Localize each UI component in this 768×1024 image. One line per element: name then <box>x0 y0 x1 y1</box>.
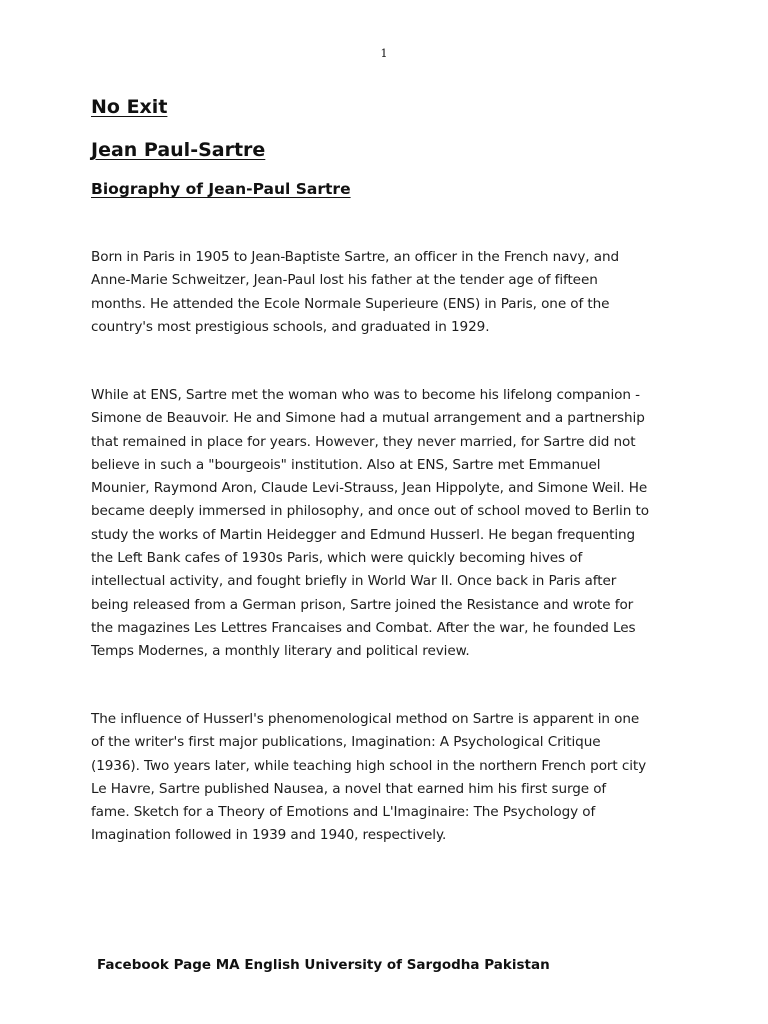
text-line: the Left Bank cafes of 1930s Paris, which were quickly becoming hives of <box>91 550 583 567</box>
paragraph-birth <box>91 246 731 339</box>
text-line: Temps Modernes, a monthly literary and political review. <box>91 643 470 660</box>
text-line: Le Havre, Sartre published Nausea, a novel that earned him his first surge of <box>91 780 607 797</box>
text-line: that remained in place for years. However, they never married, for Sartre did not <box>91 433 636 450</box>
text-line: Born in Paris in 1905 to Jean-Baptiste Sartre, an officer in the French navy, and <box>91 249 620 265</box>
text-line: Anne-Marie Schweitzer, Jean-Paul lost his father at the tender age of fifteen <box>91 272 598 289</box>
author-heading: Jean Paul-Sartre <box>91 139 266 161</box>
text-line: the magazines Les Lettres Francaises and Combat. After the war, he founded Les <box>91 619 636 636</box>
text-line: fame. Sketch for a Theory of Emotions and L'Imaginaire: The Psychology of <box>91 804 596 821</box>
page-number: 1 <box>380 47 388 60</box>
text-line: Simone de Beauvoir. He and Simone had a mutual arrangement and a partnership <box>91 410 645 427</box>
section-heading: Biography of Jean-Paul Sartre <box>91 180 351 198</box>
document-title: No Exit <box>91 96 168 118</box>
text-line: of the writer's first major publications, Imagination: A Psychological Critique <box>91 734 601 751</box>
text-line: While at ENS, Sartre met the woman who was to become his lifelong companion - <box>91 387 640 403</box>
text-line: Imagination followed in 1939 and 1940, respectively. <box>91 827 447 844</box>
text-line: Mounier, Raymond Aron, Claude Levi-Strauss, Jean Hippolyte, and Simone Weil. He <box>91 480 648 497</box>
text-line: became deeply immersed in philosophy, and once out of school moved to Berlin to <box>91 503 649 520</box>
text-line: intellectual activity, and fought briefly in World War II. Once back in Paris after <box>91 573 617 590</box>
text-line: (1936). Two years later, while teaching high school in the northern French port city <box>91 757 647 774</box>
page-footer: Facebook Page MA English University of Sargodha Pakistan <box>97 957 550 973</box>
paragraph-husserl <box>91 708 731 848</box>
text-line: country's most prestigious schools, and graduated in 1929. <box>91 318 490 335</box>
text-line: being released from a German prison, Sartre joined the Resistance and wrote for <box>91 596 634 613</box>
text-line: months. He attended the Ecole Normale Superieure (ENS) in Paris, one of the <box>91 295 610 312</box>
text-line: study the works of Martin Heidegger and Edmund Husserl. He began frequenting <box>91 526 636 543</box>
text-line: The influence of Husserl's phenomenological method on Sartre is apparent in one <box>91 711 640 727</box>
paragraph-ens <box>91 384 731 664</box>
text-line: believe in such a "bourgeois" institution. Also at ENS, Sartre met Emmanuel <box>91 456 601 473</box>
